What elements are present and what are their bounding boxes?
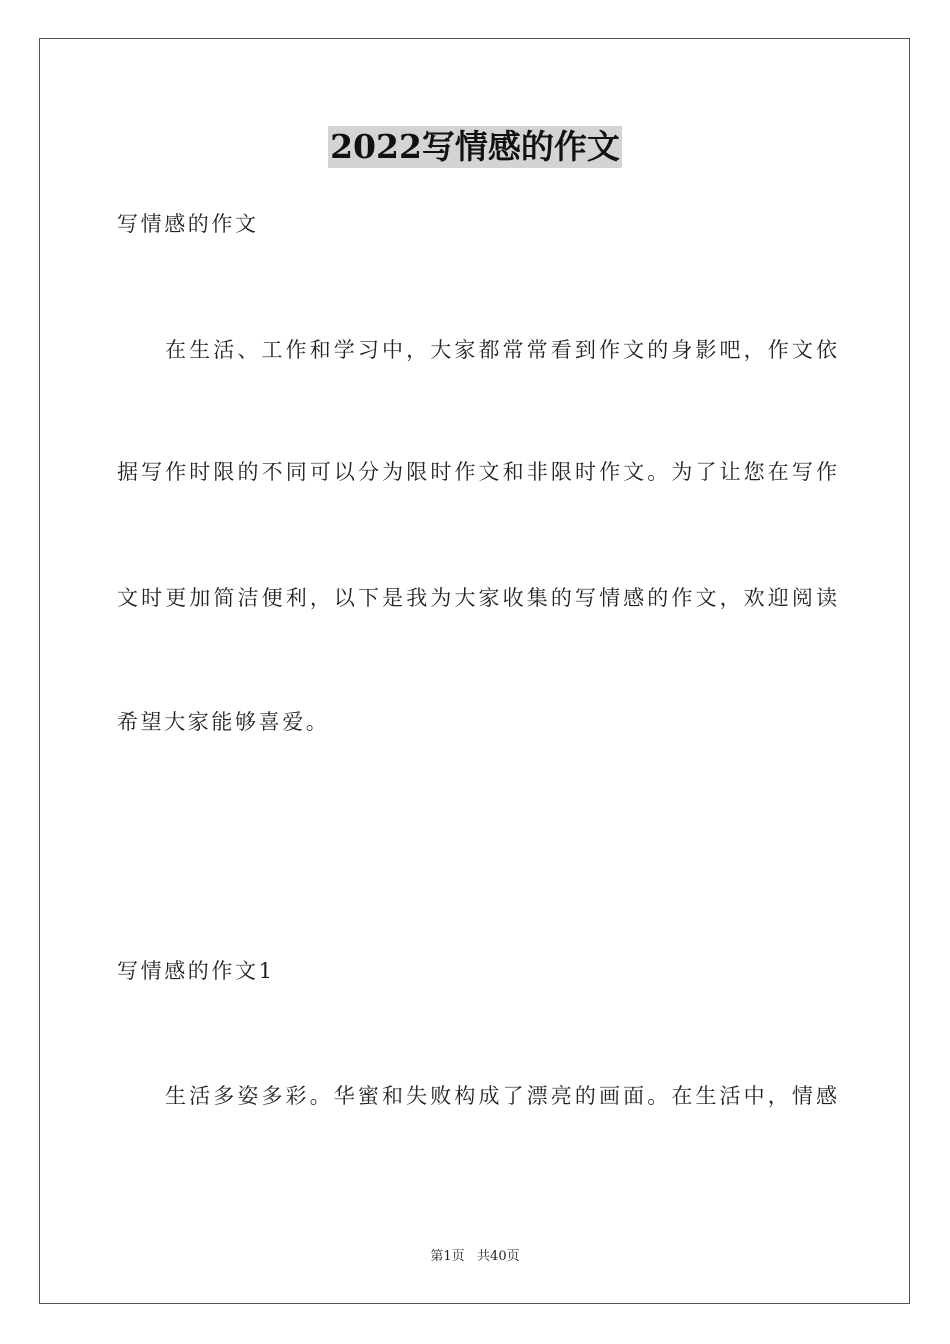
paragraph-line-1: 在生活、工作和学习中，大家都常常看到作文的身影吧，作文依 (165, 338, 837, 362)
paragraph-line-3: 文时更加简洁便利，以下是我为大家收集的写情感的作文，欢迎阅读 (117, 586, 837, 610)
document-title-wrapper (0, 126, 950, 168)
paragraph-line-4: 希望大家能够喜爱。 (117, 710, 330, 734)
subtitle: 写情感的作文 (117, 212, 259, 236)
document-title: 2022写情感的作文 (330, 127, 620, 166)
page-number: 第1页 共40页 (430, 1249, 520, 1264)
section-paragraph-line-1: 生活多姿多彩。华蜜和失败构成了漂亮的画面。在生活中，情感 (165, 1084, 837, 1108)
paragraph-line-2: 据写作时限的不同可以分为限时作文和非限时作文。为了让您在写作 (117, 460, 837, 484)
section-heading: 写情感的作文1 (117, 959, 275, 983)
